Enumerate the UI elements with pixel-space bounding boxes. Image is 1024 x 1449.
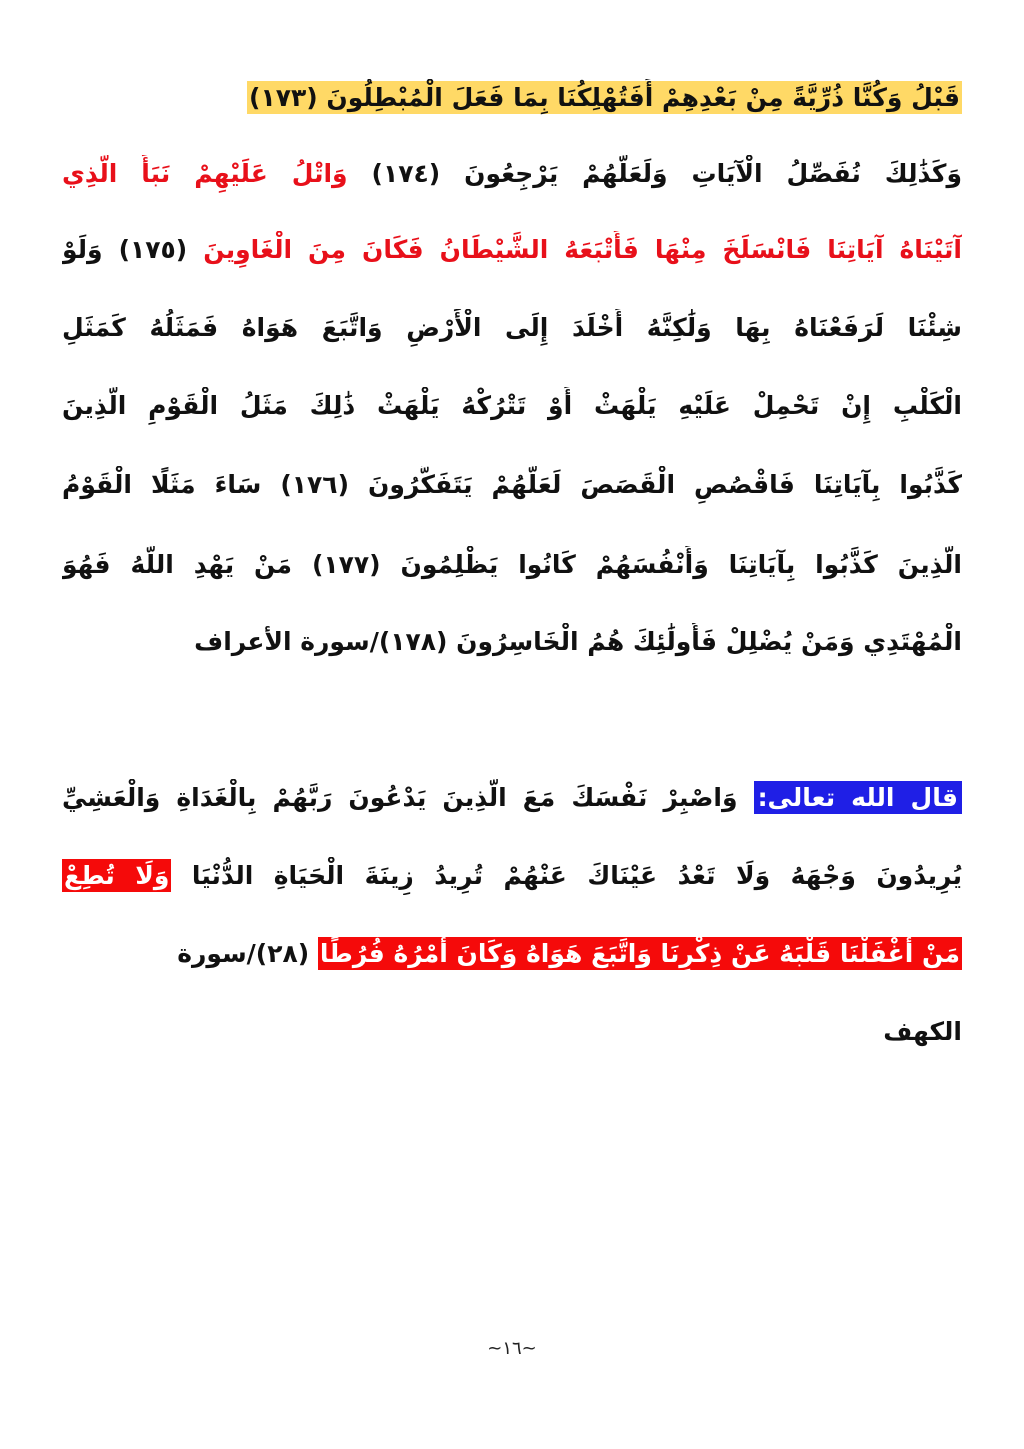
text-line-1 (62, 79, 962, 117)
verse-text: وَاصْبِرْ نَفْسَكَ مَعَ الَّذِينَ يَدْعُونَ رَبَّهُمْ بِالْغَدَاةِ وَالْعَشِيِّ (62, 783, 754, 812)
verse-text: (٢٨)/سورة (177, 939, 318, 968)
verse-text-red: وَاتْلُ عَلَيْهِمْ نَبَأَ الَّذِي (62, 159, 348, 188)
quote-intro-highlight-blue: قال الله تعالى: (754, 781, 962, 814)
text-line-2 (62, 155, 962, 193)
highlighted-verse-yellow: قَبْلُ وَكُنَّا ذُرِّيَّةً مِنْ بَعْدِهِمْ أَفَتُهْلِكُنَا بِمَا فَعَلَ الْمُبْطِلُونَ (١٧٣) (249, 83, 960, 112)
text-line-11 (62, 935, 962, 973)
text-line-3 (62, 231, 962, 269)
surah-name: الكهف (883, 1017, 962, 1046)
page-number: ~١٦~ (487, 1338, 537, 1359)
verse-text: وَكَذَٰلِكَ نُفَصِّلُ الْآيَاتِ وَلَعَلَّهُمْ يَرْجِعُونَ (١٧٤) (347, 159, 962, 188)
verse-text: كَذَّبُوا بِآيَاتِنَا فَاقْصُصِ الْقَصَصَ لَعَلَّهُمْ يَتَفَكَّرُونَ (١٧٦) سَاءَ مَثَلًا الْقَوْمُ (62, 470, 962, 499)
text-line-9 (62, 779, 962, 817)
verse-text: (١٧٥) وَلَوْ (62, 235, 204, 264)
verse-text-with-surah-name: الْمُهْتَدِي وَمَنْ يُضْلِلْ فَأُولَٰئِكَ هُمُ الْخَاسِرُونَ (١٧٨)/سورة الأعراف (194, 627, 962, 656)
verse-text: الْكَلْبِ إِنْ تَحْمِلْ عَلَيْهِ يَلْهَثْ أَوْ تَتْرُكْهُ يَلْهَثْ ذَٰلِكَ مَثَلُ الْقَوْمِ الَّذِينَ (62, 391, 962, 420)
verse-text: الَّذِينَ كَذَّبُوا بِآيَاتِنَا وَأَنْفُسَهُمْ كَانُوا يَظْلِمُونَ (١٧٧) مَنْ يَهْدِ اللَّهُ فَهُوَ (62, 550, 962, 579)
text-line-5 (62, 387, 962, 425)
text-line-12 (62, 1013, 962, 1051)
text-line-10 (62, 857, 962, 895)
text-line-4 (62, 309, 962, 347)
verse-text: يُرِيدُونَ وَجْهَهُ وَلَا تَعْدُ عَيْنَاكَ عَنْهُمْ تُرِيدُ زِينَةَ الْحَيَاةِ الدُّنْيَا (171, 861, 962, 890)
text-line-7 (62, 546, 962, 584)
highlighted-verse-red: وَلَا تُطِعْ (64, 861, 170, 890)
text-line-8 (62, 623, 962, 661)
highlighted-verse-red: مَنْ أَغْفَلْنَا قَلْبَهُ عَنْ ذِكْرِنَا وَاتَّبَعَ هَوَاهُ وَكَانَ أَمْرُهُ فُرُطًا (319, 939, 960, 968)
verse-text-red: آتَيْنَاهُ آيَاتِنَا فَانْسَلَخَ مِنْهَا فَأَتْبَعَهُ الشَّيْطَانُ فَكَانَ مِنَ الْغَاوِينَ (203, 235, 962, 264)
verse-text: شِئْنَا لَرَفَعْنَاهُ بِهَا وَلَٰكِنَّهُ أَخْلَدَ إِلَى الْأَرْضِ وَاتَّبَعَ هَوَاهُ فَمَثَلُهُ كَمَثَلِ (62, 313, 962, 342)
text-line-6 (62, 466, 962, 504)
